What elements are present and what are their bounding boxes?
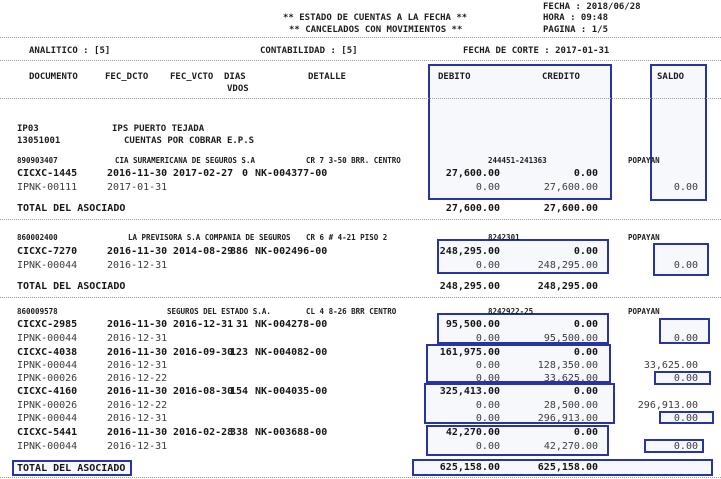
highlight-box-debit-credit-block1 (428, 64, 612, 200)
saldo-value: 0.00 (673, 260, 698, 271)
report-title-line1: ** ESTADO DE CUENTAS A LA FECHA ** (283, 13, 468, 23)
company-name: SEGUROS DEL ESTADO S.A. (167, 307, 271, 316)
column-header-documento: DOCUMENTO (29, 72, 78, 82)
doc-number: CICXC-4160 (17, 386, 78, 397)
fec-dcto: 2016-11-30 (107, 246, 168, 257)
company-address: CR 6 # 4-21 PISO 2 (306, 233, 388, 242)
fec-vcto: 2016-09-30 (173, 347, 234, 358)
separator-line (0, 60, 721, 61)
credito-value: 0.00 (573, 347, 598, 358)
account-code: IP03 (17, 124, 39, 134)
total-credito: 625,158.00 (537, 462, 598, 473)
detalle: NK-004082-00 (255, 347, 328, 358)
detalle: NK-003688-00 (255, 427, 328, 438)
credito-value: 42,270.00 (543, 441, 598, 452)
doc-number: IPNK-00111 (17, 182, 78, 193)
account-subcode: 13051001 (17, 136, 61, 146)
company-account-number: 8242922-25 (488, 307, 534, 316)
debito-value: 325,413.00 (439, 386, 500, 397)
dias-vdos: 338 (229, 427, 248, 438)
report-page-number: PAGINA : 1/5 (543, 25, 609, 35)
doc-number: IPNK-00044 (17, 413, 78, 424)
column-header-saldo: SALDO (657, 72, 685, 82)
credito-value: 0.00 (573, 386, 598, 397)
doc-number: CICXC-1445 (17, 168, 78, 179)
fecha-corte-label: FECHA DE CORTE : 2017-01-31 (463, 46, 610, 56)
separator-line (0, 219, 721, 220)
total-debito: 27,600.00 (445, 203, 500, 214)
company-address: CR 7 3-50 BRR. CENTRO (306, 156, 401, 165)
fec-dcto: 2016-12-31 (107, 413, 168, 424)
separator-line (0, 477, 721, 478)
detalle: NK-004377-00 (255, 168, 328, 179)
dias-vdos: 886 (229, 246, 248, 257)
fec-dcto: 2016-12-31 (107, 360, 168, 371)
debito-value: 0.00 (475, 260, 500, 271)
saldo-value: 0.00 (673, 182, 698, 193)
fec-dcto: 2016-12-31 (107, 441, 168, 452)
fec-dcto: 2016-11-30 (107, 386, 168, 397)
detalle: NK-004035-00 (255, 386, 328, 397)
debito-value: 27,600.00 (445, 168, 500, 179)
fec-dcto: 2016-12-22 (107, 400, 168, 411)
separator-line (0, 297, 721, 298)
saldo-value: 0.00 (673, 333, 698, 344)
doc-number: CICXC-5441 (17, 427, 78, 438)
debito-value: 42,270.00 (445, 427, 500, 438)
column-header-fec-dcto: FEC_DCTO (105, 72, 149, 82)
debito-value: 0.00 (475, 441, 500, 452)
credito-value: 0.00 (573, 427, 598, 438)
total-asociado-label: TOTAL DEL ASOCIADO (17, 281, 126, 292)
debito-value: 0.00 (475, 360, 500, 371)
fec-dcto: 2016-12-22 (107, 373, 168, 384)
company-name: LA PREVISORA S.A COMPANIA DE SEGUROS (128, 233, 291, 242)
credito-value: 95,500.00 (543, 333, 598, 344)
saldo-value: 296,913.00 (637, 400, 698, 411)
debito-value: 0.00 (475, 373, 500, 384)
fec-dcto: 2016-11-30 (107, 427, 168, 438)
credito-value: 28,500.00 (543, 400, 598, 411)
company-city: POPAYAN (628, 307, 660, 316)
dias-vdos: 0 (241, 168, 248, 179)
total-debito: 248,295.00 (439, 281, 500, 292)
fec-dcto: 2016-12-31 (107, 333, 168, 344)
detalle: NK-002496-00 (255, 246, 328, 257)
doc-number: IPNK-00026 (17, 373, 78, 384)
doc-number: CICXC-7270 (17, 246, 78, 257)
column-header-credito: CREDITO (542, 72, 580, 82)
credito-value: 0.00 (573, 168, 598, 179)
debito-value: 0.00 (475, 333, 500, 344)
total-asociado-label: TOTAL DEL ASOCIADO (17, 463, 126, 474)
fec-vcto: 2016-08-30 (173, 386, 234, 397)
separator-line (0, 37, 721, 38)
fec-vcto: 2017-02-27 (173, 168, 234, 179)
saldo-value: 0.00 (673, 373, 698, 384)
company-name: CIA SURAMERICANA DE SEGUROS S.A (115, 156, 255, 165)
column-header-dias: DIAS (224, 72, 246, 82)
company-account-number: 8242301 (488, 233, 520, 242)
credito-value: 33,625.00 (543, 373, 598, 384)
report-date: FECHA : 2018/06/28 (543, 2, 641, 12)
saldo-value: 0.00 (673, 413, 698, 424)
company-city: POPAYAN (628, 233, 660, 242)
dias-vdos: 123 (229, 347, 248, 358)
analitico-label: ANALITICO : [5] (29, 46, 111, 56)
detalle: NK-004278-00 (255, 319, 328, 330)
column-header-debito: DEBITO (438, 72, 471, 82)
debito-value: 0.00 (475, 413, 500, 424)
total-debito: 625,158.00 (439, 462, 500, 473)
company-nit: 890903407 (17, 156, 58, 165)
dias-vdos: 31 (235, 319, 248, 330)
column-header-detalle: DETALLE (308, 72, 346, 82)
debito-value: 95,500.00 (445, 319, 500, 330)
company-city: POPAYAN (628, 156, 660, 165)
saldo-value: 0.00 (673, 441, 698, 452)
credito-value: 128,350.00 (537, 360, 598, 371)
highlight-box-saldo-block1 (650, 64, 707, 201)
debito-value: 161,975.00 (439, 347, 500, 358)
doc-number: IPNK-00044 (17, 360, 78, 371)
doc-number: CICXC-4038 (17, 347, 78, 358)
company-nit: 860002400 (17, 233, 58, 242)
saldo-value: 33,625.00 (643, 360, 698, 371)
column-header-vdos: VDOS (227, 84, 249, 94)
report-title-line2: ** CANCELADOS CON MOVIMIENTOS ** (289, 25, 463, 35)
fec-dcto: 2016-11-30 (107, 347, 168, 358)
credito-value: 296,913.00 (537, 413, 598, 424)
account-subname: CUENTAS POR COBRAR E.P.S (124, 136, 255, 146)
debito-value: 0.00 (475, 182, 500, 193)
credito-value: 248,295.00 (537, 260, 598, 271)
doc-number: IPNK-00026 (17, 400, 78, 411)
fec-vcto: 2016-02-28 (173, 427, 234, 438)
total-credito: 248,295.00 (537, 281, 598, 292)
debito-value: 248,295.00 (439, 246, 500, 257)
company-nit: 860009578 (17, 307, 58, 316)
fec-dcto: 2017-01-31 (107, 182, 168, 193)
dias-vdos: 154 (229, 386, 248, 397)
report-time: HORA : 09:48 (543, 13, 609, 23)
total-asociado-label: TOTAL DEL ASOCIADO (17, 203, 126, 214)
doc-number: IPNK-00044 (17, 260, 78, 271)
debito-value: 0.00 (475, 400, 500, 411)
fec-dcto: 2016-11-30 (107, 168, 168, 179)
contabilidad-label: CONTABILIDAD : [5] (260, 46, 358, 56)
account-name: IPS PUERTO TEJADA (112, 124, 205, 134)
doc-number: CICXC-2985 (17, 319, 78, 330)
company-address: CL 4 8-26 BRR CENTRO (306, 307, 397, 316)
fec-dcto: 2016-12-31 (107, 260, 168, 271)
separator-line (0, 98, 721, 99)
credito-value: 0.00 (573, 246, 598, 257)
credito-value: 0.00 (573, 319, 598, 330)
column-header-fec-vcto: FEC_VCTO (170, 72, 214, 82)
fec-dcto: 2016-11-30 (107, 319, 168, 330)
doc-number: IPNK-00044 (17, 333, 78, 344)
company-account-number: 244451-241363 (488, 156, 547, 165)
credito-value: 27,600.00 (543, 182, 598, 193)
fec-vcto: 2016-12-31 (173, 319, 234, 330)
total-credito: 27,600.00 (543, 203, 598, 214)
doc-number: IPNK-00044 (17, 441, 78, 452)
fec-vcto: 2014-08-29 (173, 246, 234, 257)
